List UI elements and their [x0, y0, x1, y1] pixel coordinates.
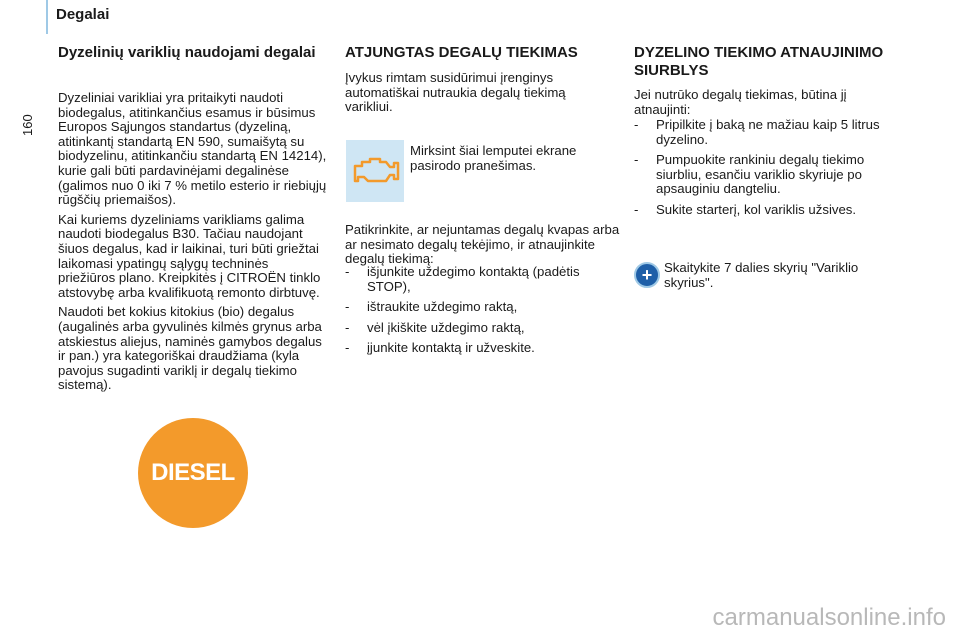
page-number: 160 — [20, 114, 35, 136]
col2-check-text: Patikrinkite, ar nejuntamas degalų kvapas arba ar nesimato degalų tekėjimo, ir atnaujinkite degalų tiekimą: — [345, 222, 620, 267]
section-accent-bar — [46, 0, 48, 34]
list-item: - įjunkite kontaktą ir užveskite. — [345, 341, 620, 356]
watermark: carmanualsonline.info — [712, 604, 946, 631]
col1-title: Dyzelinių variklių naudojami degalai — [58, 44, 316, 61]
section-title: Degalai — [56, 6, 110, 23]
engine-warning-icon — [346, 140, 404, 202]
col2-warning-note: Mirksint šiai lemputei ekrane pasirodo pranešimas. — [410, 143, 577, 173]
list-item: - ištraukite uždegimo raktą, — [345, 300, 620, 315]
col2-intro: Įvykus rimtam susidūrimui įrenginys automatiškai nutraukia degalų tiekimą varikliui. — [345, 70, 566, 115]
col2-steps — [345, 265, 620, 362]
list-item: - išjunkite uždegimo kontaktą (padėtis STOP), — [345, 265, 620, 294]
list-item: - Sukite starterį, kol variklis užsives. — [634, 203, 904, 218]
col1-body — [58, 91, 328, 393]
list-item: - Pripilkite į baką ne mažiau kaip 5 litrus dyzelino. — [634, 118, 904, 147]
list-item: - Pumpuokite rankiniu degalų tiekimo siurbliu, esančiu variklio skyriuje po apsauginiu dangteliu. — [634, 153, 904, 197]
col3-steps — [634, 118, 904, 224]
col1-paragraph-1: Dyzeliniai varikliai yra pritaikyti naudoti biodegalus, atitinkančius esamus ir būsimus Europos Sąjungos standartus (dyzeliną, atitinkantį standartą EN 590, sumaišytą su biodyzelinu, atitinkančiu standartą EN 14214), kurie gali būti pardavinėjami degalinėse (galimos nuo 0 iki 7 % metilo esterio ir riebiųjų rūgščių priemaišos). — [58, 90, 327, 208]
col2-title: ATJUNGTAS DEGALŲ TIEKIMAS — [345, 44, 578, 61]
col1-paragraph-3: Naudoti bet kokius kitokius (bio) degalus (augalinės arba gyvulinės kilmės grynus arba atskiestus aliejus, naminės gamybos degalus ir pan.) yra kategoriškai draudžiama (kyla pavojus sugadinti variklį ir degalų tiekimo sistemą). — [58, 304, 322, 393]
plus-info-icon: + — [634, 262, 660, 288]
col3-intro: Jei nutrūko degalų tiekimas, būtina jį atnaujinti: — [634, 87, 847, 117]
col1-paragraph-2: Kai kuriems dyzeliniams varikliams galima naudoti biodegalus B30. Tačiau naudojant šiuos degalus, kad ir laikinai, turi būti griežtai laikomasi ypatingų sąlygų techninės priežiūros plano. Kreipkitės į CITROËN tinklo atstovybę arba kvalifikuotą remonto dirbtuvę. — [58, 211, 321, 300]
col3-title: DYZELINO TIEKIMO ATNAUJINIMO SIURBLYS — [634, 44, 884, 79]
col3-note: Skaitykite 7 dalies skyrių "Variklio skyrius". — [664, 260, 859, 290]
diesel-badge: DIESEL — [138, 418, 248, 528]
list-item: - vėl įkiškite uždegimo raktą, — [345, 321, 620, 336]
